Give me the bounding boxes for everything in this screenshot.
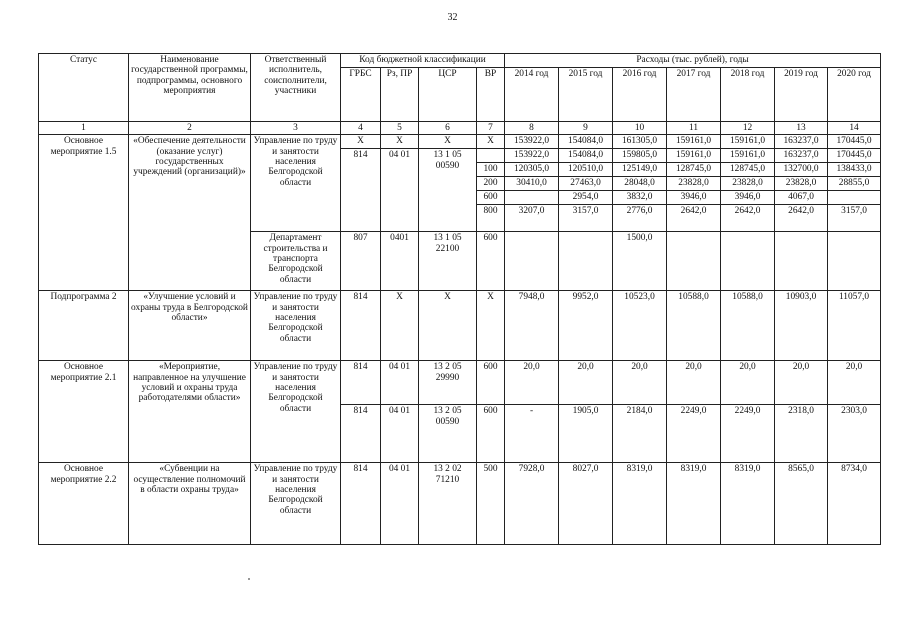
cell-value: 170445,0 [828, 135, 881, 149]
cell-value: 128745,0 [667, 163, 721, 177]
row-executor: Управление по труду и занятости населения Белгородской области [251, 291, 341, 361]
cell-value: 10588,0 [721, 291, 775, 361]
cell-rzpr: 04 01 [381, 405, 419, 463]
row-status: Основное мероприятие 2.1 [39, 361, 129, 463]
header-budget-code: Код бюджетной классификации [341, 54, 505, 68]
cell-value [505, 191, 559, 205]
table-row [39, 361, 881, 405]
header-year: 2018 год [721, 68, 775, 122]
cell-value: 2642,0 [667, 205, 721, 232]
cell-value: 8565,0 [775, 463, 828, 545]
header-executor: Ответственный исполнитель, соисполнители, участники [251, 54, 341, 122]
header-status: Статус [39, 54, 129, 122]
cell-value: 154084,0 [559, 135, 613, 149]
cell-grbs: 814 [341, 291, 381, 361]
cell-value: 2249,0 [721, 405, 775, 463]
header-name: Наименование государственной программы, подпрограммы, основного мероприятия [129, 54, 251, 122]
cell-value: 20,0 [559, 361, 613, 405]
cell-vr: 600 [477, 361, 505, 405]
cell-value: 125149,0 [613, 163, 667, 177]
cell-value: 7928,0 [505, 463, 559, 545]
cell-vr: 600 [477, 191, 505, 205]
col-number: 3 [251, 122, 341, 135]
col-number: 6 [419, 122, 477, 135]
cell-vr: 800 [477, 205, 505, 232]
header-year: 2015 год [559, 68, 613, 122]
row-name: «Субвенции на осуществление полномочий в области охраны труда» [129, 463, 251, 545]
cell-value: 9952,0 [559, 291, 613, 361]
table-row [39, 463, 881, 545]
cell-value: 132700,0 [775, 163, 828, 177]
cell-grbs: 807 [341, 232, 381, 291]
scan-speck [248, 578, 250, 580]
cell-value: 159161,0 [721, 149, 775, 163]
col-number: 13 [775, 122, 828, 135]
cell-value: 20,0 [721, 361, 775, 405]
cell-value: 10903,0 [775, 291, 828, 361]
cell-value: 4067,0 [775, 191, 828, 205]
cell-value: 20,0 [613, 361, 667, 405]
cell-value: 138433,0 [828, 163, 881, 177]
cell-vr: 500 [477, 463, 505, 545]
cell-value: 20,0 [505, 361, 559, 405]
cell-rzpr: Х [381, 291, 419, 361]
cell-value: 120305,0 [505, 163, 559, 177]
cell-value: 3207,0 [505, 205, 559, 232]
cell-value: 23828,0 [775, 177, 828, 191]
cell-rzpr: 04 01 [381, 361, 419, 405]
header-csr: ЦСР [419, 68, 477, 122]
cell-value: 23828,0 [721, 177, 775, 191]
cell-csr: Х [419, 291, 477, 361]
cell-value [775, 232, 828, 291]
cell-value: 163237,0 [775, 149, 828, 163]
cell-value: 1905,0 [559, 405, 613, 463]
col-number: 10 [613, 122, 667, 135]
cell-value: 7948,0 [505, 291, 559, 361]
row-executor: Управление по труду и занятости населения Белгородской области [251, 135, 341, 232]
row-name: «Улучшение условий и охраны труда в Белгородской области» [129, 291, 251, 361]
cell-value: 153922,0 [505, 149, 559, 163]
cell-value: 28855,0 [828, 177, 881, 191]
cell-value: 8027,0 [559, 463, 613, 545]
cell-value [721, 232, 775, 291]
cell-value: 120510,0 [559, 163, 613, 177]
cell-value: 23828,0 [667, 177, 721, 191]
col-number: 2 [129, 122, 251, 135]
col-number: 1 [39, 122, 129, 135]
cell-value: - [505, 405, 559, 463]
header-rzpr: Рз, ПР [381, 68, 419, 122]
header-vr: ВР [477, 68, 505, 122]
cell-value: 3832,0 [613, 191, 667, 205]
cell-csr: 13 2 02 71210 [419, 463, 477, 545]
row-name: «Обеспечение деятельности (оказание услуг) государственных учреждений (организаций)» [129, 135, 251, 291]
cell-vr: Х [477, 291, 505, 361]
cell-value: 153922,0 [505, 135, 559, 149]
cell-value [505, 232, 559, 291]
cell-grbs: Х [341, 135, 381, 149]
cell-value: 28048,0 [613, 177, 667, 191]
row-status: Основное мероприятие 2.2 [39, 463, 129, 545]
header-year: 2020 год [828, 68, 881, 122]
col-number: 11 [667, 122, 721, 135]
cell-value: 154084,0 [559, 149, 613, 163]
cell-vr: 600 [477, 232, 505, 291]
cell-rzpr: 0401 [381, 232, 419, 291]
cell-value: 159805,0 [613, 149, 667, 163]
cell-value: 10588,0 [667, 291, 721, 361]
cell-value: 8319,0 [667, 463, 721, 545]
cell-value: 2249,0 [667, 405, 721, 463]
row-status: Подпрограмма 2 [39, 291, 129, 361]
cell-grbs: 814 [341, 361, 381, 405]
cell-value [828, 232, 881, 291]
cell-value: 3946,0 [721, 191, 775, 205]
cell-grbs: 814 [341, 405, 381, 463]
header-expenses: Расходы (тыс. рублей), годы [505, 54, 881, 68]
cell-value: 20,0 [775, 361, 828, 405]
cell-value: 2954,0 [559, 191, 613, 205]
cell-value: 27463,0 [559, 177, 613, 191]
col-number: 8 [505, 122, 559, 135]
col-number: 14 [828, 122, 881, 135]
header-year: 2017 год [667, 68, 721, 122]
budget-table [38, 53, 881, 545]
cell-value: 11057,0 [828, 291, 881, 361]
cell-vr: Х [477, 135, 505, 149]
cell-value: 3946,0 [667, 191, 721, 205]
cell-value: 159161,0 [667, 135, 721, 149]
cell-value: 2318,0 [775, 405, 828, 463]
cell-csr: 13 2 05 29990 [419, 361, 477, 405]
cell-value: 159161,0 [721, 135, 775, 149]
cell-value [667, 232, 721, 291]
cell-rzpr: 04 01 [381, 149, 419, 232]
cell-grbs: 814 [341, 149, 381, 232]
table-row [39, 135, 881, 149]
cell-rzpr: 04 01 [381, 463, 419, 545]
header-year: 2014 год [505, 68, 559, 122]
cell-value: 3157,0 [828, 205, 881, 232]
header-year: 2016 год [613, 68, 667, 122]
cell-csr: Х [419, 135, 477, 149]
cell-csr: 13 2 05 00590 [419, 405, 477, 463]
col-number: 5 [381, 122, 419, 135]
cell-grbs: 814 [341, 463, 381, 545]
row-executor: Управление по труду и занятости населения Белгородской области [251, 361, 341, 463]
cell-value: 2184,0 [613, 405, 667, 463]
cell-value: 2642,0 [721, 205, 775, 232]
cell-value: 8319,0 [613, 463, 667, 545]
cell-value: 161305,0 [613, 135, 667, 149]
cell-vr: 600 [477, 405, 505, 463]
cell-value: 170445,0 [828, 149, 881, 163]
header-year: 2019 год [775, 68, 828, 122]
table-row [39, 291, 881, 361]
cell-value: 20,0 [828, 361, 881, 405]
cell-csr: 13 1 05 00590 [419, 149, 477, 232]
cell-vr: 100 [477, 163, 505, 177]
cell-value: 3157,0 [559, 205, 613, 232]
col-number: 12 [721, 122, 775, 135]
cell-value: 1500,0 [613, 232, 667, 291]
cell-value: 2642,0 [775, 205, 828, 232]
row-name: «Мероприятие, направленное на улучшение условий и охраны труда работодателями области» [129, 361, 251, 463]
cell-value: 30410,0 [505, 177, 559, 191]
cell-vr: 200 [477, 177, 505, 191]
col-number: 4 [341, 122, 381, 135]
row-executor: Департамент строительства и транспорта Белгородской области [251, 232, 341, 291]
cell-value [559, 232, 613, 291]
cell-vr [477, 149, 505, 163]
cell-value: 2303,0 [828, 405, 881, 463]
cell-value: 159161,0 [667, 149, 721, 163]
cell-value: 8319,0 [721, 463, 775, 545]
cell-value [828, 191, 881, 205]
page-number: 32 [447, 12, 458, 23]
cell-value: 8734,0 [828, 463, 881, 545]
cell-csr: 13 1 05 22100 [419, 232, 477, 291]
row-executor: Управление по труду и занятости населения Белгородской области [251, 463, 341, 545]
cell-value: 20,0 [667, 361, 721, 405]
row-status: Основное мероприятие 1.5 [39, 135, 129, 291]
col-number: 9 [559, 122, 613, 135]
cell-value: 2776,0 [613, 205, 667, 232]
cell-value: 10523,0 [613, 291, 667, 361]
cell-value: 128745,0 [721, 163, 775, 177]
header-grbs: ГРБС [341, 68, 381, 122]
cell-rzpr: Х [381, 135, 419, 149]
col-number: 7 [477, 122, 505, 135]
cell-value: 163237,0 [775, 135, 828, 149]
